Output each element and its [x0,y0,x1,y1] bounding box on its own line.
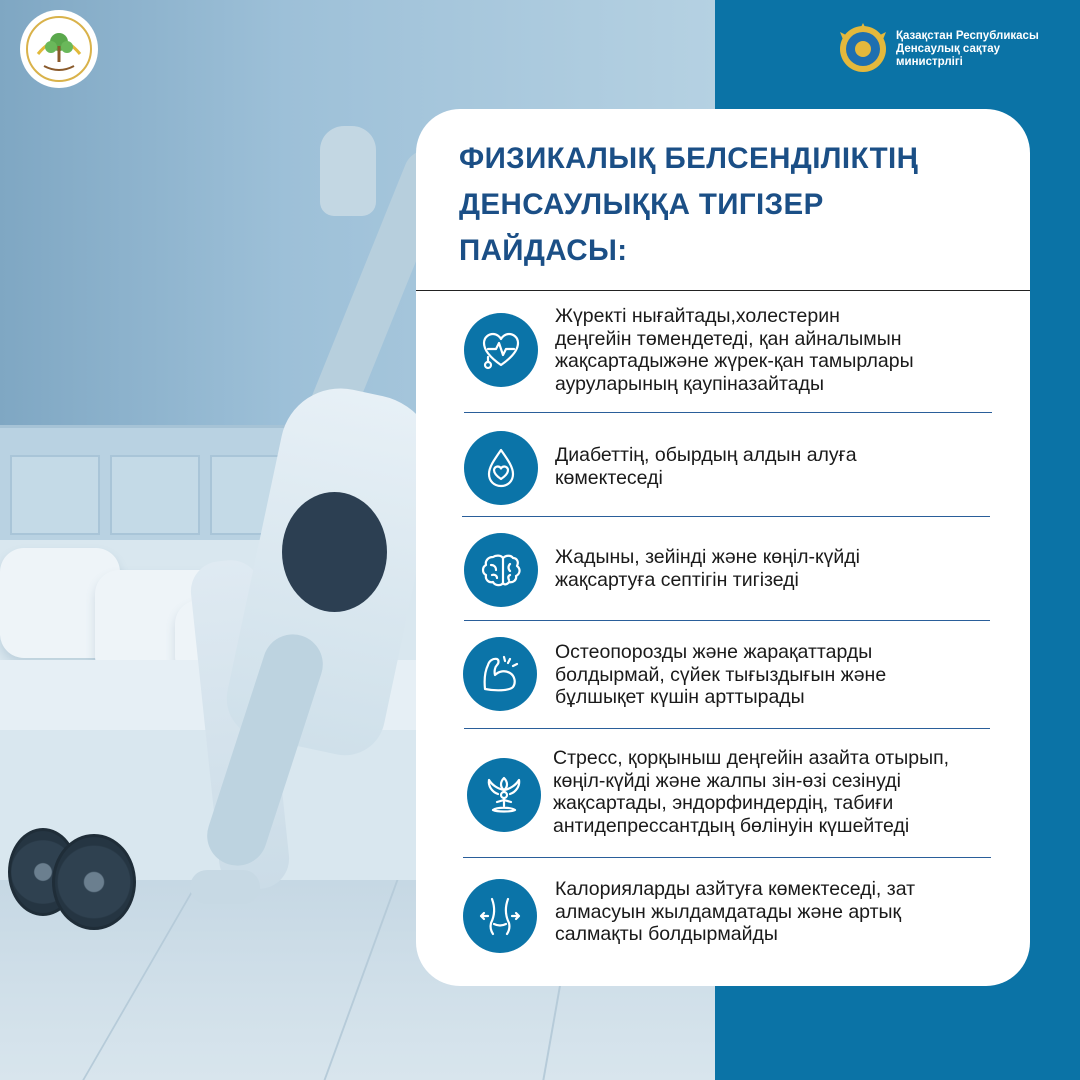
benefit-text-line: көмектеседі [555,466,663,489]
blood-drop-heart-icon [464,431,538,505]
benefit-text-line: көңіл-күйді және жалпы зін-өзі сезінуді [553,769,901,792]
benefit-text-line: Диабеттің, обырдың алдын алуға [555,444,857,466]
benefit-text-line: бұлшықет күшін арттырады [555,686,805,708]
benefit-text-line: жақсартуға септігін тигізеді [555,568,799,591]
benefit-text-line: жақсартадыжәне жүрек-қан тамырлары [555,350,914,372]
dumbbell [0,820,140,930]
benefit-text-line: Жүректі нығайтады,холестерин [555,305,840,327]
ministry-line-2: Денсаулық сақтау [896,42,1001,55]
item-divider [464,412,992,413]
item-divider [464,728,990,729]
person-head [282,492,387,612]
ministry-header [838,22,1039,76]
benefit-text-line: Жадыны, зейінді және көңіл-күйді [555,546,860,568]
headboard-panel [110,455,200,535]
person-foot [190,870,260,904]
benefits-card [416,109,1030,986]
benefit-text-line: болдырмай, сүйек тығыздығын және [555,663,887,686]
benefit-text-line: алмасуын жылдамдатады және артық [555,900,902,923]
brain-icon [464,533,538,607]
benefit-text-line: Калорияларды азйтуға көмектеседі, зат [555,878,916,900]
ministry-line-1: Қазақстан Республикасы [896,29,1039,42]
benefit-text-line: салмақты болдырмайды [555,923,778,945]
organization-logo [20,10,98,88]
benefit-item-brain [416,533,1030,607]
heart-stethoscope-icon [464,313,538,387]
title-divider [416,290,1030,291]
person-hand [320,126,376,216]
kazakhstan-emblem-icon [838,22,888,76]
benefit-item-weight [416,874,1030,954]
item-divider [463,857,991,858]
benefit-item-stress [416,747,1030,843]
item-divider [464,620,990,621]
ministry-line-3: министрлігі [896,55,963,68]
title-line-1: ФИЗИКАЛЫҚ БЕЛСЕНДІЛІКТІҢ [459,142,919,175]
flexed-arm-icon [463,637,537,711]
benefit-text-line: жақсартады, эндорфиндердің, табиғи [553,792,894,814]
item-divider [462,516,990,517]
headboard-panel [10,455,100,535]
benefit-item-bones [416,637,1030,717]
benefit-item-diabetes [416,431,1030,505]
title-line-3: ПАЙДАСЫ: [459,234,628,267]
benefit-item-heart [416,305,1030,401]
benefit-text-line: деңгейін төмендетеді, қан айналымын [555,327,902,350]
meditation-icon [467,758,541,832]
benefit-text-line: антидепрессантдың бөлінуін күшейтеді [553,814,910,837]
slim-waist-icon [463,879,537,953]
benefit-text-line: Стресс, қорқыныш деңгейін азайта отырып, [553,747,950,769]
benefit-text-line: Остеопорозды және жарақаттарды [555,641,873,663]
tree-emblem-icon [24,14,94,84]
title-line-2: ДЕНСАУЛЫҚҚА ТИГІЗЕР [459,188,824,221]
page-title [459,136,979,274]
benefit-text-line: ауруларының қаупіназайтады [555,372,824,395]
